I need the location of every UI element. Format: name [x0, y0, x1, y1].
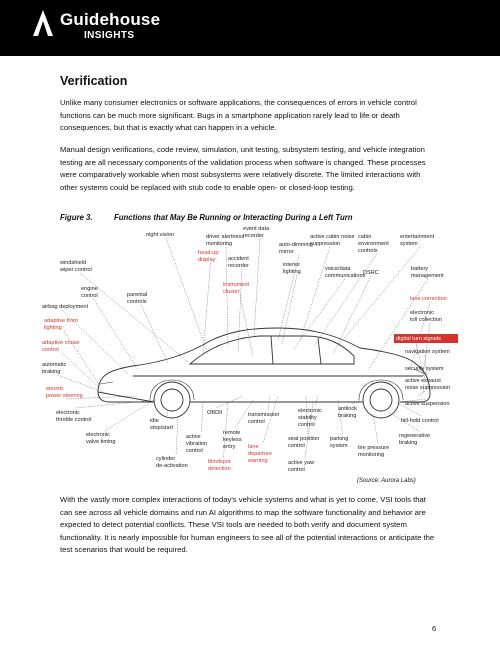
function-label-text: power steering	[46, 393, 83, 399]
function-label-text: control	[288, 467, 305, 473]
function-label-text: navigation system	[405, 349, 450, 355]
leader-line	[282, 275, 297, 344]
leader-line	[418, 391, 425, 396]
function-label-text: monitoring	[358, 452, 385, 458]
function-label	[283, 262, 301, 275]
leader-line	[293, 279, 345, 350]
figure-title: Functions that May Be Running or Interacting During a Left Turn	[114, 213, 353, 222]
function-label	[279, 242, 313, 255]
leader-line	[264, 396, 279, 442]
function-label	[363, 270, 379, 276]
function-label-text: adaptive front	[44, 318, 78, 324]
function-label-text: suppression	[310, 241, 341, 247]
function-label-text: system	[330, 443, 348, 449]
function-label-text: cylinder	[156, 456, 176, 462]
function-label-text: auto-dimming	[279, 242, 313, 248]
function-label-text: stability	[298, 415, 317, 421]
brand-name: Guidehouse	[60, 10, 161, 29]
function-label-text: electronic	[56, 410, 80, 416]
function-label	[150, 418, 173, 431]
function-label-text: management	[411, 273, 444, 279]
function-label	[207, 410, 223, 416]
function-label-text: recorder	[243, 233, 264, 239]
function-label-text: event data	[243, 226, 270, 232]
function-label-text: electronic	[86, 432, 110, 438]
function-label-text: regenerative	[399, 433, 431, 439]
function-label	[42, 340, 80, 353]
function-label-text: digital turn signals	[396, 336, 441, 342]
function-label-text: warning	[248, 458, 268, 464]
function-label	[358, 445, 389, 458]
leader-line	[315, 396, 318, 406]
function-label-text: mirror	[279, 249, 294, 255]
function-label-text: active exhaust	[405, 378, 441, 384]
function-label-text: voice/data	[325, 266, 351, 272]
function-label	[410, 310, 442, 323]
paragraph-2: Manual design verifications, code review, simulation, unit testing, subsystem testing, and vehicle integration testing are all necessary components of the validation process when software is changed. These processes were comparatively workable when most subsystems were relatively discrete. The limited interactions with other systems could be replaced with stub code to enable open- or closed-loop testing.	[60, 145, 426, 192]
function-label-text: controls	[358, 248, 378, 254]
function-label-text: blindspot	[208, 459, 231, 465]
leader-line	[58, 375, 109, 394]
function-label-text: parental	[127, 292, 148, 298]
function-label-text: idle	[150, 418, 159, 424]
function-label-text: control	[288, 443, 305, 449]
function-label-text: control	[248, 419, 265, 425]
leader-line	[167, 410, 168, 416]
page-number: 6	[432, 624, 437, 633]
function-label	[358, 234, 389, 254]
function-label-text: seat position	[288, 436, 320, 442]
function-label-text: departure	[248, 451, 272, 457]
function-label-text: automatic	[42, 362, 67, 368]
function-label-text: noise suppression	[405, 385, 451, 391]
function-label	[208, 459, 231, 472]
function-label-text: remote	[223, 430, 241, 436]
function-label-text: parking	[330, 436, 349, 442]
function-label	[288, 460, 315, 473]
function-label-text: monitoring	[206, 241, 233, 247]
function-label	[228, 256, 249, 269]
function-label-text: throttle control	[56, 417, 92, 423]
leader-line	[254, 239, 260, 336]
car-illustration	[98, 328, 430, 418]
paragraph-1: Unlike many consumer electronics or software applications, the consequences of errors in vehicle control functions can be much more significant. Bugs in a smartphone application rarely lead to life or death consequences, but that is exactly what can happen in a vehicle.	[60, 98, 417, 132]
function-label	[56, 410, 91, 423]
leader-line	[202, 402, 204, 432]
function-label	[247, 444, 272, 464]
function-label-text: entertainment	[400, 234, 435, 240]
leader-line	[240, 295, 253, 356]
figure-number: Figure 3.	[60, 213, 93, 222]
function-label-text: control	[42, 347, 59, 353]
function-label	[248, 412, 279, 425]
function-label-text: electronic	[410, 310, 434, 316]
function-label	[198, 250, 219, 263]
leader-line	[300, 247, 330, 340]
leader-line	[106, 404, 148, 430]
figure-source: (Source: Aurora Labs)	[357, 478, 416, 484]
function-label	[400, 234, 435, 247]
function-label-text: security system	[405, 366, 444, 372]
function-label	[405, 378, 450, 391]
function-label-text: control	[186, 448, 203, 454]
leader-line	[203, 263, 211, 354]
brand-subtitle: INSIGHTS	[84, 30, 135, 41]
function-label	[59, 260, 92, 273]
leader-line	[338, 247, 420, 346]
function-label-text: vibration	[186, 441, 208, 447]
function-label	[330, 436, 348, 449]
function-label-text: windshield	[60, 260, 87, 266]
function-label-text: driver alertness	[206, 234, 245, 240]
function-label	[206, 234, 244, 247]
function-label-text: night vision	[146, 232, 174, 238]
function-label	[410, 296, 447, 302]
function-label-text: communications	[325, 273, 366, 279]
function-label-text: braking	[399, 440, 418, 446]
leader-line	[62, 353, 102, 390]
function-label	[405, 349, 450, 355]
car-functions-diagram	[38, 224, 478, 490]
leader-line	[94, 299, 139, 370]
function-label-text: active suspension	[405, 401, 450, 407]
function-label	[127, 292, 147, 305]
function-label	[223, 430, 242, 450]
function-label-text: active yaw	[288, 460, 315, 466]
function-label-text: stop/start	[150, 425, 174, 431]
function-label-text: entry	[223, 444, 236, 450]
function-label-text: detection	[208, 466, 231, 472]
function-label	[223, 282, 250, 295]
function-label-text: engine	[81, 286, 98, 292]
function-label-text: braking	[338, 413, 357, 419]
function-label-text: DSRC	[363, 270, 379, 276]
function-label-text: OBDII	[207, 410, 223, 416]
function-label-text: tire pressure	[358, 445, 390, 451]
function-label	[394, 334, 458, 343]
function-label-text: electric	[46, 386, 64, 392]
function-label-text: active	[186, 434, 201, 440]
function-label-text: instrument	[223, 282, 250, 288]
house-triangle-logo-icon	[32, 9, 54, 37]
function-label-text: cabin	[358, 234, 372, 240]
page-header	[0, 0, 500, 56]
function-label-text: lighting	[44, 325, 62, 331]
function-label	[243, 226, 270, 239]
function-label	[42, 362, 66, 375]
function-label	[44, 318, 78, 331]
function-label	[338, 406, 357, 419]
function-label-text: lighting	[283, 269, 301, 275]
paragraph-3: With the vastly more complex interactions of today's vehicle systems and what is yet to come, VSI tools that can see across all vehicle domains and run AI algorithms to map the software functionality and behavior are expected to detect potential conflicts. These VSI tools are needed to both verify and document system functionality. It is nearly impossible for human engineers to see all of the potential interactions or anticipate the test scenarios that would be required.	[60, 495, 435, 554]
function-label-text: display	[198, 257, 216, 263]
function-label	[81, 286, 98, 299]
function-label-text: airbag deployment	[42, 304, 89, 310]
function-label-text: recorder	[228, 263, 249, 269]
function-label-text: antilock	[338, 406, 357, 412]
function-label-text: controls	[127, 299, 147, 305]
function-label	[46, 386, 83, 399]
function-label	[186, 434, 207, 454]
function-label-text: wiper control	[60, 267, 92, 273]
function-label-text: valve timing	[86, 439, 116, 445]
function-label-text: interior	[283, 262, 301, 268]
function-label-text: control	[298, 422, 315, 428]
function-label	[156, 456, 188, 469]
function-label-text: cluster	[223, 289, 240, 295]
function-label-text: de-activation	[156, 463, 188, 469]
function-label-text: adaptive cruise	[42, 340, 80, 346]
function-label-text: lane correction	[410, 296, 447, 302]
function-label	[86, 432, 116, 445]
function-label	[288, 436, 319, 449]
function-label-text: system	[400, 241, 418, 247]
function-label-text: active cabin noise	[310, 234, 355, 240]
function-label-text: accident	[228, 256, 249, 262]
function-label-text: hill-hold control	[401, 418, 439, 424]
function-label	[310, 234, 354, 247]
function-label-text: keyless	[223, 437, 242, 443]
function-label	[411, 266, 444, 279]
function-label-text: electronic	[298, 408, 322, 414]
function-label	[405, 401, 449, 407]
function-label-text: environment	[358, 241, 389, 247]
leader-line	[373, 414, 378, 443]
function-label-text: head-up	[198, 250, 219, 256]
function-label	[405, 366, 444, 372]
function-label-text: battery	[411, 266, 429, 272]
function-label	[298, 408, 322, 428]
function-label-text: transmission	[248, 412, 280, 418]
function-label	[325, 266, 366, 279]
function-label-text: lane	[248, 444, 259, 450]
section-title: Verification	[60, 74, 128, 88]
function-label	[401, 418, 439, 424]
figure-caption	[60, 213, 353, 222]
leader-line	[76, 400, 156, 408]
function-label-text: braking	[42, 369, 61, 375]
leader-line	[268, 396, 270, 410]
function-label	[399, 433, 430, 446]
function-label	[146, 232, 174, 238]
leader-line	[176, 416, 178, 454]
function-label-text: toll collection	[410, 317, 443, 323]
function-label	[42, 304, 88, 310]
function-label-text: control	[81, 293, 98, 299]
